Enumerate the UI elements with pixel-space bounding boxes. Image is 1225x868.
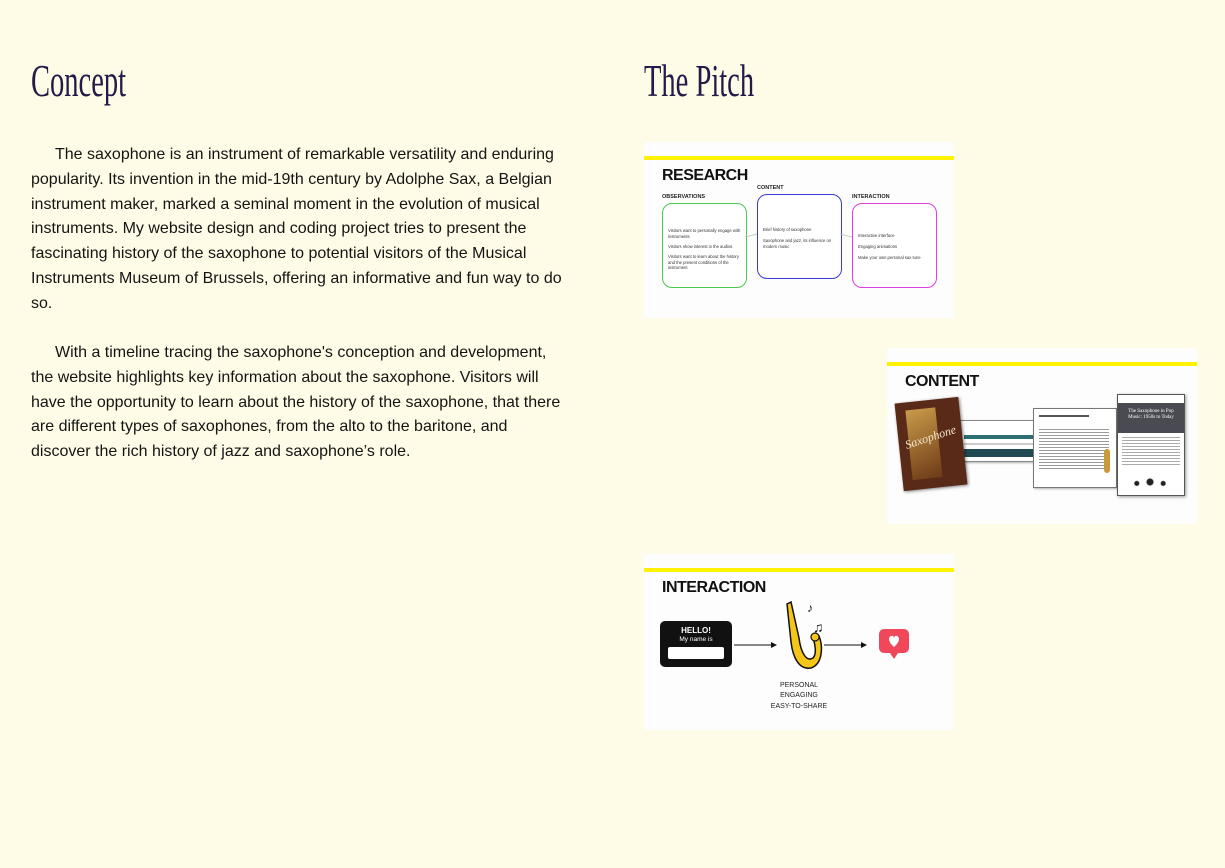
svg-text:♪: ♪ [807,601,813,615]
heart-notification-icon [878,628,910,662]
observation-item: Visitors want to learn about the history and the present conditions of the instrument [668,254,739,271]
research-slide-title: RESEARCH [662,167,748,184]
saxophone-book-cover [895,397,968,491]
interaction-slide [644,554,954,730]
saxophone-icon [777,598,827,670]
keyword-personal: PERSONAL [779,682,819,689]
observation-item: Visitors show interest in the audios [668,244,733,249]
article-page-thumbnail [1033,408,1117,488]
keyword-engaging: ENGAGING [780,692,818,699]
concept-paragraph-1: The saxophone is an instrument of remarkable versatility and enduring popularity. Its invention in the mid-19th century by Adolphe Sax, a Belgian instrument maker, marked a seminal moment in the evolution of musical instruments. My website design and coding project tries to present the fascinating history of the saxophone to potential visitors of the Musical Instruments Museum of Brussels, offering an informative and fun way to do so. [31,146,562,312]
content-item: Saxophone and jazz, its influence on modern music [763,238,832,249]
research-connectors [644,142,954,318]
concept-paragraph-2: With a timeline tracing the saxophone's conception and development, the website highlights key information about the saxophone. Visitors will have the opportunity to learn about the history of the saxophone, that there are different types of saxophones, from the alto to the baritone, and discover the rich history of jazz and saxophone’s role. [31,344,561,461]
book-cover-title: Saxophone [903,422,958,452]
pop-music-article-title: The Saxophone in Pop Music: 1950s to Today [1128,409,1174,420]
pop-music-article-thumbnail [1117,394,1185,496]
interaction-item: Interactive interface [858,233,895,238]
interaction-item: Engaging animations [858,244,898,249]
badge-hello-text: HELLO! [681,626,711,635]
keyword-easy-to-share: EASY-TO-SHARE [770,703,828,710]
website-screenshot-thumbnail [959,420,1041,462]
badge-name-text: My name is [679,636,713,643]
pitch-title: The Pitch [644,55,755,106]
interaction-label: INTERACTION [852,194,890,200]
content-label: CONTENT [757,185,784,191]
content-item: Brief history of saxophone [763,227,812,232]
interaction-item: Make your own personal sax tune [858,255,921,260]
concept-title: Concept [31,55,127,106]
interaction-slide-title: INTERACTION [662,579,766,596]
slide-accent-bar [887,362,1197,366]
observation-item: Visitors want to personally engage with instruments [668,228,741,239]
observations-label: OBSERVATIONS [662,194,706,200]
content-slide [887,348,1197,524]
research-slide [644,142,954,318]
svg-text:♫: ♫ [813,619,824,635]
content-slide-title: CONTENT [905,373,979,390]
